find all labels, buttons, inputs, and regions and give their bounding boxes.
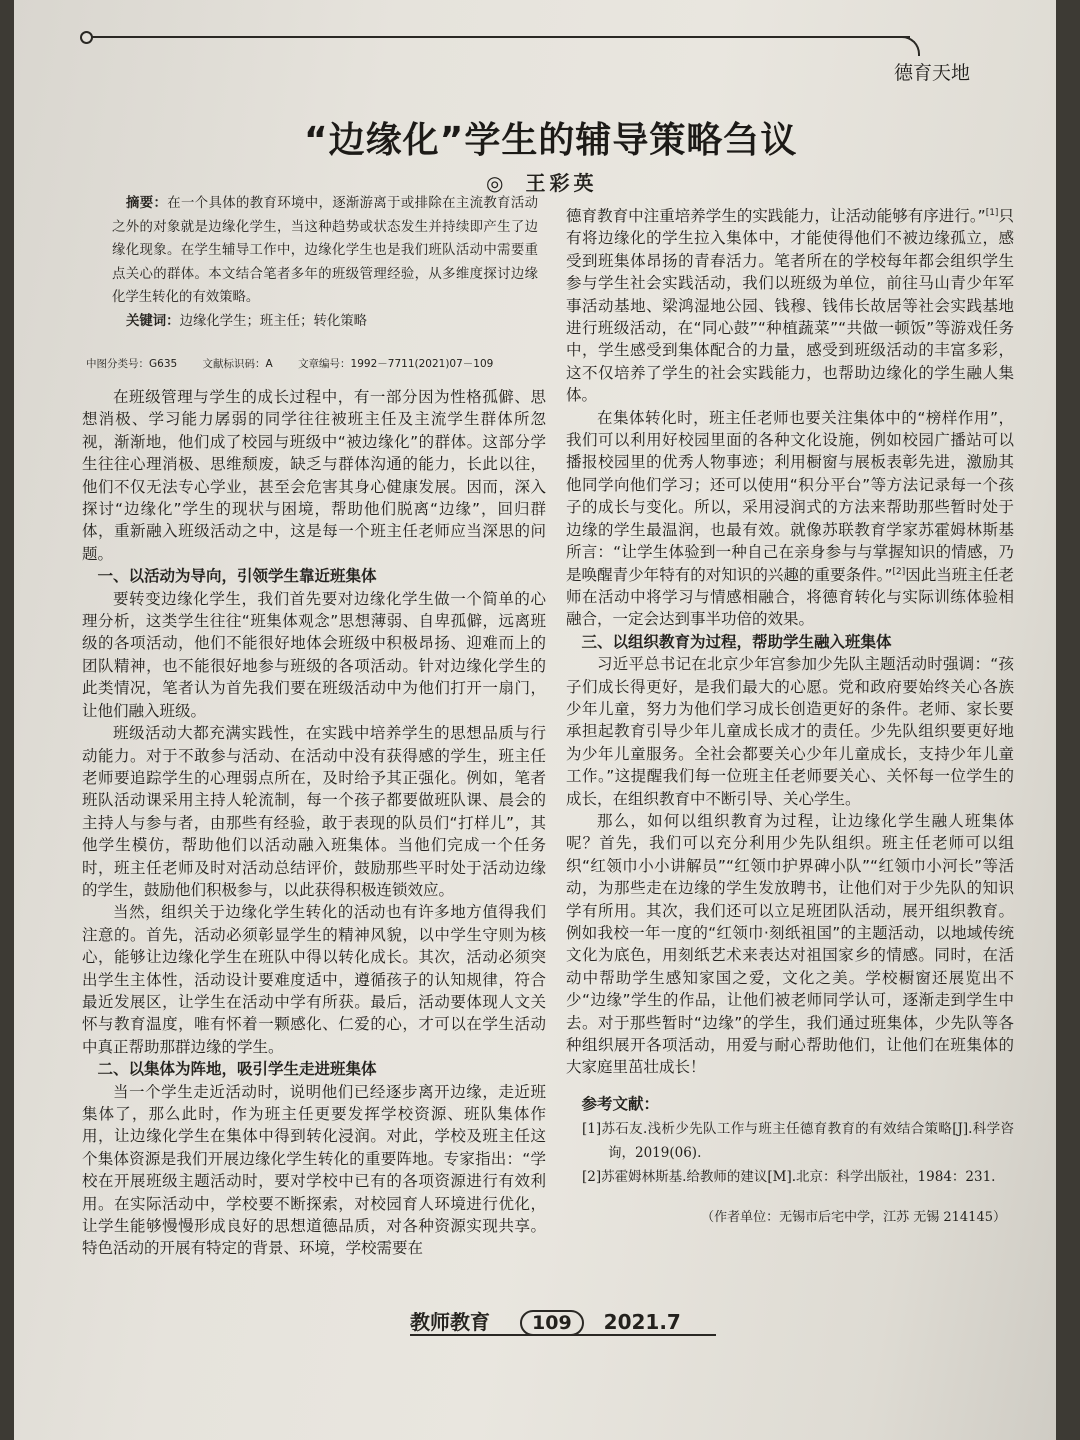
paragraph-text: 德育教育中注重培养学生的实践能力，让活动能够有序进行。” — [566, 207, 986, 225]
keywords-label: 关键词： — [126, 313, 180, 329]
classification-line — [86, 356, 546, 371]
reference-item: [2]苏霍姆林斯基.给教师的建议[M].北京：科学出版社，1984：231. — [582, 1169, 996, 1186]
footer-rule — [410, 1334, 716, 1336]
paragraph: 当然，组织关于边缘化学生转化的活动也有许多地方值得我们注意的。首先，活动必须彰显学生的精神风貌，以中学生守则为核心，能够让边缘化学生在班队中得以转化成长。其次，活动必须突出学生主体性，活动设计要难度适中，遵循孩子的认知规律，符合最近发展区，让学生在活动中学有所获。最后，活动要体现人文关怀与教育温度，唯有怀着一颗感化、仁爱的心，才可以在学生活动中真正帮助那群边缘的学生。 — [82, 903, 546, 1056]
references-title: 参考文献： — [581, 1094, 660, 1113]
section-heading: 一、以活动为导向，引领学生靠近班集体 — [97, 567, 377, 586]
article-number: 文章编号：1992－7711(2021)07－109 — [298, 358, 494, 370]
author-affiliation: （作者单位：无锡市后宅中学，江苏 无锡 214145） — [701, 1210, 1006, 1226]
paragraph: 习近平总书记在北京少年宫参加少先队主题活动时强调：“孩子们成长得更好，是我们最大的心愿。党和政府要始终关心各族少年儿童，努力为他们学习成长创造更好的条件。老师、家长要承担起教育引导少年儿童成长成才的责任。少先队组织要更好地为少年儿童服务。全社会都要关心少年儿童成长，支持少年儿童工作。”这提醒我们每一位班主任老师要关心、关怀每一位学生的成长，在组织教育中不断引导、关心学生。 — [566, 655, 1014, 808]
journal-name: 教师教育 — [410, 1310, 490, 1334]
abstract — [112, 192, 538, 310]
header-rule — [90, 36, 910, 38]
paragraph-text: 只有将边缘化的学生拉入集体中，才能使得他们不被边缘孤立，感受到班集体昂扬的青春活力。笔者所在的学校每年都会组织学生参与学生社会实践活动，我们以班级为单位，前往马山青少年军事活动基地、梁鸿湿地公园、钱穆、钱伟长故居等社会实践基地进行班级活动，在“同心鼓”“种植蔬菜”“共做一顿饭”等游戏任务中，学生感受到集体配合的力量，感受到班级活动的丰富多彩，这不仅培养了学生的社会实践能力，也帮助边缘化的学生融人集体。 — [566, 207, 1014, 405]
header-rule-dot — [80, 31, 93, 44]
class-number: 中图分类号：G635 — [86, 358, 178, 370]
paragraph — [566, 205, 1014, 407]
section-heading: 三、以组织教育为过程，帮助学生融入班集体 — [581, 632, 892, 651]
paragraph — [566, 407, 1014, 631]
keywords — [112, 310, 538, 334]
reference-item: [1]苏石友.浅析少先队工作与班主任德育教育的有效结合策略[J].科学咨询，2019(06). — [582, 1121, 1014, 1162]
right-column — [566, 205, 1014, 1230]
section-heading: 二、以集体为阵地，吸引学生走进班集体 — [97, 1060, 377, 1079]
article-title: “边缘化”学生的辅导策略刍议 — [304, 120, 798, 161]
section-label: 德育天地 — [894, 62, 971, 84]
journal-page — [14, 0, 1056, 1440]
author-mark: ◎ — [486, 171, 508, 195]
paragraph-text: 在集体转化时，班主任老师也要关注集体中的“榜样作用”，我们可以利用好校园里面的各种文化设施，例如校园广播站可以播报校园里的优秀人物事迹；利用橱窗与展板表彰先进，激励其他同学向他们学习；还可以使用“积分平台”等方法记录每一个孩子的成长与变化。所以，采用浸润式的方法来帮助那些暂时处于边缘的学生最温润，也最有效。就像苏联教育学家苏霍姆林斯基所言：“让学生体验到一种自己在亲身参与与掌握知识的情感，乃是唤醒青少年特有的对知识的兴趣的重要条件。” — [566, 408, 1014, 584]
paragraph: 要转变边缘化学生，我们首先要对边缘化学生做一个简单的心理分析，这类学生往往“班集体观念”思想薄弱、自卑孤僻，远离班级的各项活动，他们不能很好地体会班级中积极昂扬、迎难而上的团队精神，也不能很好地参与班级的各项活动。针对边缘化学生的此类情况，笔者认为首先我们要在班级活动中为他们打开一扇门，让他们融入班级。 — [82, 589, 546, 720]
paragraph-text: 因此当班主任老师在活动中将学习与情感相融合，将德育转化与实际训练体验相融合，一定会达到事半功倍的效果。 — [566, 565, 1014, 629]
paragraph: 当一个学生走近活动时，说明他们已经逐步离开边缘，走近班集体了，那么此时，作为班主任更要发挥学校资源、班队集体作用，让边缘化学生在集体中得到转化浸润。对此，学校及班主任这个集体资源是我们开展边缘化学生转化的重要阵地。专家指出：“学校在开展班级主题活动时，要对学校中已有的各项资源进行有效利用。在实际活动中，学校要不断探索，对校园育人环境进行优化，让学生能够慢慢形成良好的思想道德品质，对各种资源实现共享。特色活动的开展有特定的背景、环境，学校需要在 — [82, 1082, 546, 1258]
citation-mark: [1] — [985, 207, 999, 218]
abstract-block — [112, 192, 538, 334]
keywords-text: 边缘化学生；班主任；转化策略 — [179, 313, 368, 329]
issue-date: 2021.7 — [603, 1310, 681, 1334]
page-footer — [410, 1306, 750, 1336]
abstract-label: 摘要： — [126, 196, 168, 211]
document-code: 文献标识码：A — [202, 358, 273, 370]
abstract-text: 在一个具体的教育环境中，逐渐游离于或排除在主流教育活动之外的对象就是边缘化学生，当这种趋势或状态发生并持续即产生了边缘化现象。在学生辅导工作中，边缘化学生也是我们班队活动中需要重点关心的群体。本文结合笔者多年的班级管理经验，从多维度探讨边缘化学生转化的有效策略。 — [112, 196, 539, 306]
paragraph: 在班级管理与学生的成长过程中，有一部分因为性格孤僻、思想消极、学习能力孱弱的同学往往被班主任及主流学生群体所忽视，渐渐地，他们成了校园与班级中“被边缘化”的群体。这部分学生往往心理消极、思维颓废，缺乏与群体沟通的能力，长此以往，他们不仅无法专心学业，甚至会危害其身心健康发展。因而，深入探讨“边缘化”学生的现状与困境，帮助他们脱离“边缘”，回归群体，重新融入班级活动之中，这是每一个班主任老师应当深思的问题。 — [82, 388, 546, 563]
header-rule-curve — [894, 36, 920, 56]
page-number: 109 — [520, 1310, 584, 1336]
left-column — [82, 386, 546, 1260]
citation-mark: [2] — [892, 566, 906, 577]
paragraph: 班级活动大都充满实践性，在实践中培养学生的思想品质与行动能力。对于不敢参与活动、在活动中没有获得感的学生，班主任老师要追踪学生的心理弱点所在，及时给予其正强化。例如，笔者班队活动课采用主持人轮流制，每一个孩子都要做班队课、晨会的主持人与参与者，由那些有经验，敢于表现的队员们“打样儿”，其他学生模仿，帮助他们以活动融入班集体。当他们完成一个任务时，班主任老师及时对活动总结评价，鼓励那些平时处于活动边缘的学生，鼓励他们积极参与，以此获得积极连锁效应。 — [82, 724, 546, 899]
author-name: 王彩英 — [525, 171, 598, 195]
paragraph: 那么，如何以组织教育为过程，让边缘化学生融人班集体呢？首先，我们可以充分利用少先队组织。班主任老师可以组织“红领巾小小讲解员”“红领巾护界碑小队”“红领巾小河长”等活动，为那些走在边缘的学生发放聘书，让他们对于少先队的知识学有所用。其次，我们还可以立足班团队活动，展开组织教育。例如我校一年一度的“红领巾·刻纸祖国”的主题活动，以地域传统文化为底色，用刻纸艺术来表达对祖国家乡的情感。同时，在活动中帮助学生感知家国之爱，文化之美。学校橱窗还展览出不少“边缘”学生的作品，让他们被老师同学认可，逐渐走到学生中去。对于那些暂时“边缘”的学生，我们通过班集体，少先队等各种组织展开各项活动，用爱与耐心帮助他们，让他们在班集体的大家庭里茁壮成长！ — [566, 811, 1014, 1077]
